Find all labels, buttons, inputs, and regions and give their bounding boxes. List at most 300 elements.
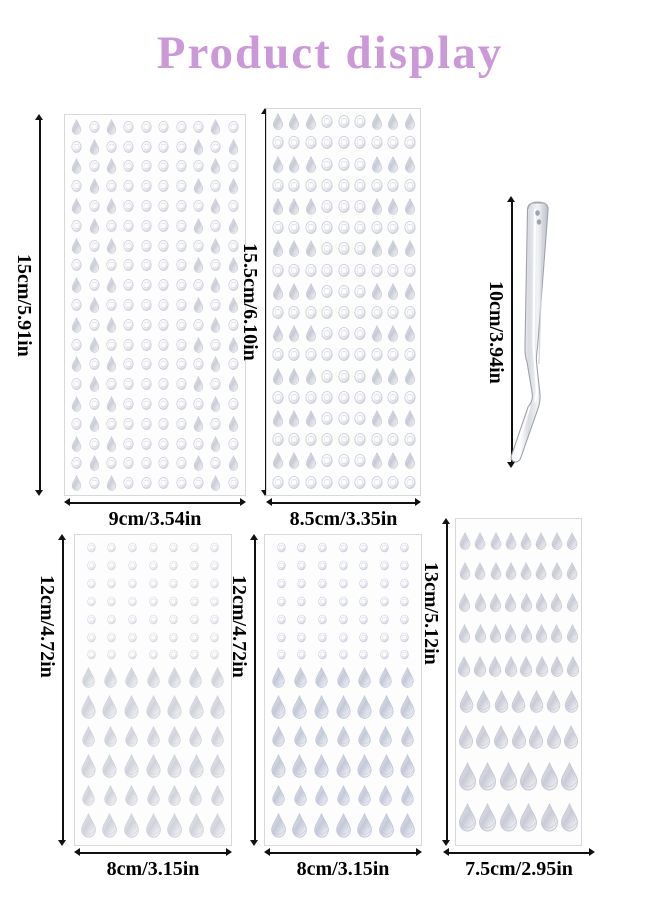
teardrop-gem-icon: [305, 198, 317, 215]
teardrop-gem-icon: [210, 198, 221, 214]
round-gem-icon: [338, 240, 350, 257]
round-gem-icon: [277, 578, 286, 589]
round-gem-icon: [149, 596, 158, 607]
round-gem-icon: [354, 113, 366, 130]
round-gem-icon: [87, 596, 96, 607]
teardrop-gem-icon: [71, 198, 82, 214]
round-gem-icon: [277, 560, 286, 571]
tweezers-tool[interactable]: [508, 196, 570, 468]
sheet-4-width-dimension: [264, 848, 422, 880]
round-gem-icon: [123, 317, 134, 333]
round-gem-icon: [339, 542, 348, 553]
gem-row: [456, 593, 581, 612]
teardrop-gem-icon: [305, 368, 317, 385]
arrow-left-icon: [74, 848, 80, 856]
sheet-3-width-label: 8cm/3.15in: [106, 858, 200, 880]
round-gem-icon: [190, 542, 199, 553]
round-gem-icon: [158, 139, 169, 155]
teardrop-gem-icon: [270, 813, 287, 838]
arrow-right-icon: [226, 848, 232, 856]
teardrop-gem-icon: [106, 396, 117, 412]
teardrop-gem-icon: [519, 803, 538, 832]
teardrop-gem-icon: [89, 376, 100, 392]
round-gem-icon: [228, 436, 239, 452]
teardrop-gem-icon: [124, 726, 139, 747]
arrow-right-icon: [415, 498, 421, 506]
teardrop-gem-icon: [387, 240, 399, 257]
round-gem-icon: [387, 177, 399, 194]
teardrop-gem-icon: [505, 532, 517, 550]
teardrop-gem-icon: [103, 785, 118, 806]
teardrop-gem-icon: [335, 695, 352, 719]
round-gem-icon: [128, 632, 137, 643]
teardrop-gem-icon: [458, 725, 474, 749]
teardrop-gem-icon: [193, 297, 204, 313]
teardrop-gem-icon: [528, 725, 544, 749]
teardrop-gem-icon: [210, 119, 221, 135]
round-gem-icon: [169, 614, 178, 625]
teardrop-gem-icon: [106, 317, 117, 333]
round-gem-icon: [193, 119, 204, 135]
teardrop-gem-icon: [566, 624, 579, 643]
round-gem-icon: [141, 376, 152, 392]
teardrop-gem-icon: [89, 178, 100, 194]
round-gem-icon: [404, 134, 416, 151]
teardrop-gem-icon: [210, 396, 221, 412]
arrow-down-icon: [58, 840, 66, 846]
teardrop-gem-icon: [474, 532, 486, 550]
teardrop-gem-icon: [520, 624, 533, 643]
teardrop-gem-icon: [272, 452, 284, 469]
gem-row: [65, 356, 245, 372]
teardrop-gem-icon: [123, 754, 140, 778]
round-gem-icon: [354, 219, 366, 236]
round-gem-icon: [106, 218, 117, 234]
sheet-2-width-label: 8.5cm/3.35in: [289, 508, 398, 530]
round-gem-icon: [371, 304, 383, 321]
round-gem-icon: [210, 632, 219, 643]
round-gem-icon: [321, 304, 333, 321]
teardrop-gem-icon: [458, 762, 477, 791]
teardrop-gem-icon: [371, 452, 383, 469]
round-gem-icon: [128, 614, 137, 625]
sheet-5-width-label: 7.5cm/2.95in: [465, 858, 573, 880]
round-gem-icon: [71, 257, 82, 273]
teardrop-gem-icon: [387, 410, 399, 427]
round-gem-icon: [297, 542, 306, 553]
round-gem-icon: [141, 119, 152, 135]
arrow-up-icon: [442, 518, 450, 524]
teardrop-gem-icon: [291, 695, 308, 719]
teardrop-gem-icon: [305, 240, 317, 257]
round-gem-icon: [359, 632, 368, 643]
round-gem-icon: [190, 614, 199, 625]
round-gem-icon: [123, 158, 134, 174]
round-gem-icon: [321, 325, 333, 342]
teardrop-gem-icon: [378, 695, 395, 719]
teardrop-gem-icon: [387, 283, 399, 300]
round-gem-icon: [354, 325, 366, 342]
gem-row: [65, 178, 245, 194]
teardrop-gem-icon: [166, 754, 183, 778]
round-gem-icon: [71, 455, 82, 471]
round-gem-icon: [210, 218, 221, 234]
teardrop-gem-icon: [89, 455, 100, 471]
round-gem-icon: [288, 474, 300, 491]
sheet-2-gem-grid: [267, 109, 420, 495]
round-gem-icon: [272, 431, 284, 448]
round-gem-icon: [71, 297, 82, 313]
sheet-3-width-dimension: [74, 848, 232, 880]
teardrop-gem-icon: [106, 436, 117, 452]
round-gem-icon: [128, 649, 137, 660]
sheet-4-height-dimension: [228, 534, 259, 846]
round-gem-icon: [89, 119, 100, 135]
teardrop-gem-icon: [489, 624, 502, 643]
teardrop-gem-icon: [145, 754, 162, 778]
sheet-2-height-label: 15.5cm/6.10in: [239, 243, 261, 361]
gem-row: [267, 283, 420, 300]
teardrop-gem-icon: [293, 667, 308, 688]
round-gem-icon: [277, 632, 286, 643]
teardrop-gem-icon: [458, 803, 477, 832]
sheet-1[interactable]: [64, 114, 246, 496]
round-gem-icon: [400, 578, 409, 589]
gem-row: [265, 695, 421, 719]
teardrop-gem-icon: [314, 785, 329, 806]
round-gem-icon: [123, 416, 134, 432]
gem-row: [65, 257, 245, 273]
round-gem-icon: [106, 139, 117, 155]
teardrop-gem-icon: [210, 475, 221, 491]
round-gem-icon: [128, 578, 137, 589]
round-gem-icon: [338, 283, 350, 300]
round-gem-icon: [339, 578, 348, 589]
teardrop-gem-icon: [387, 198, 399, 215]
teardrop-gem-icon: [404, 452, 416, 469]
teardrop-gem-icon: [505, 562, 517, 580]
teardrop-gem-icon: [101, 754, 118, 778]
teardrop-gem-icon: [80, 754, 97, 778]
teardrop-gem-icon: [490, 532, 502, 550]
round-gem-icon: [272, 262, 284, 279]
teardrop-gem-icon: [123, 695, 140, 719]
round-gem-icon: [107, 560, 116, 571]
teardrop-gem-icon: [106, 475, 117, 491]
teardrop-gem-icon: [124, 667, 139, 688]
round-gem-icon: [123, 356, 134, 372]
gem-row: [265, 649, 421, 660]
gem-row: [75, 667, 231, 688]
round-gem-icon: [210, 596, 219, 607]
teardrop-gem-icon: [71, 436, 82, 452]
round-gem-icon: [321, 177, 333, 194]
round-gem-icon: [318, 596, 327, 607]
gem-row: [265, 667, 421, 688]
round-gem-icon: [297, 578, 306, 589]
teardrop-gem-icon: [103, 667, 118, 688]
sheet-5[interactable]: [455, 518, 582, 846]
teardrop-gem-icon: [193, 337, 204, 353]
round-gem-icon: [158, 475, 169, 491]
teardrop-gem-icon: [146, 667, 161, 688]
gem-row: [267, 262, 420, 279]
round-gem-icon: [228, 119, 239, 135]
round-gem-icon: [123, 178, 134, 194]
round-gem-icon: [339, 596, 348, 607]
gem-row: [75, 596, 231, 607]
teardrop-gem-icon: [566, 562, 578, 580]
teardrop-gem-icon: [535, 656, 549, 677]
round-gem-icon: [158, 198, 169, 214]
teardrop-gem-icon: [71, 119, 82, 135]
gem-row: [75, 695, 231, 719]
round-gem-icon: [277, 614, 286, 625]
teardrop-gem-icon: [459, 690, 474, 713]
round-gem-icon: [169, 596, 178, 607]
round-gem-icon: [141, 238, 152, 254]
round-gem-icon: [169, 632, 178, 643]
round-gem-icon: [321, 410, 333, 427]
gem-row: [75, 542, 231, 553]
round-gem-icon: [288, 346, 300, 363]
round-gem-icon: [359, 649, 368, 660]
round-gem-icon: [107, 596, 116, 607]
round-gem-icon: [404, 389, 416, 406]
teardrop-gem-icon: [546, 725, 562, 749]
teardrop-gem-icon: [378, 785, 393, 806]
round-gem-icon: [338, 134, 350, 151]
round-gem-icon: [338, 452, 350, 469]
round-gem-icon: [228, 277, 239, 293]
round-gem-icon: [318, 614, 327, 625]
round-gem-icon: [354, 452, 366, 469]
grip-hole-icon: [535, 210, 540, 216]
teardrop-gem-icon: [404, 156, 416, 173]
round-gem-icon: [371, 262, 383, 279]
round-gem-icon: [354, 134, 366, 151]
teardrop-gem-icon: [272, 156, 284, 173]
round-gem-icon: [176, 475, 187, 491]
gem-row: [65, 436, 245, 452]
round-gem-icon: [89, 277, 100, 293]
arrow-down-icon: [250, 840, 258, 846]
round-gem-icon: [193, 198, 204, 214]
teardrop-gem-icon: [106, 277, 117, 293]
gem-row: [65, 218, 245, 234]
round-gem-icon: [106, 257, 117, 273]
teardrop-gem-icon: [193, 416, 204, 432]
round-gem-icon: [338, 304, 350, 321]
round-gem-icon: [277, 649, 286, 660]
gem-row: [75, 614, 231, 625]
round-gem-icon: [354, 156, 366, 173]
round-gem-icon: [321, 262, 333, 279]
teardrop-gem-icon: [80, 813, 97, 838]
gem-row: [267, 198, 420, 215]
sheet-4-width-axis: [264, 848, 422, 857]
round-gem-icon: [380, 632, 389, 643]
round-gem-icon: [338, 346, 350, 363]
sheet-4[interactable]: [264, 534, 422, 846]
round-gem-icon: [106, 297, 117, 313]
round-gem-icon: [321, 346, 333, 363]
teardrop-gem-icon: [71, 356, 82, 372]
round-gem-icon: [71, 337, 82, 353]
round-gem-icon: [277, 542, 286, 553]
teardrop-gem-icon: [400, 667, 415, 688]
round-gem-icon: [176, 416, 187, 432]
teardrop-gem-icon: [188, 785, 203, 806]
round-gem-icon: [193, 436, 204, 452]
teardrop-gem-icon: [504, 656, 518, 677]
gem-row: [65, 198, 245, 214]
round-gem-icon: [210, 178, 221, 194]
gem-row: [65, 139, 245, 155]
teardrop-gem-icon: [476, 690, 491, 713]
teardrop-gem-icon: [314, 667, 329, 688]
round-gem-icon: [297, 614, 306, 625]
teardrop-gem-icon: [404, 410, 416, 427]
round-gem-icon: [149, 614, 158, 625]
teardrop-gem-icon: [404, 283, 416, 300]
round-gem-icon: [371, 346, 383, 363]
round-gem-icon: [338, 368, 350, 385]
round-gem-icon: [371, 431, 383, 448]
teardrop-gem-icon: [291, 754, 308, 778]
round-gem-icon: [387, 431, 399, 448]
round-gem-icon: [123, 396, 134, 412]
round-gem-icon: [387, 346, 399, 363]
round-gem-icon: [387, 389, 399, 406]
teardrop-gem-icon: [305, 113, 317, 130]
round-gem-icon: [176, 257, 187, 273]
arrow-left-icon: [64, 498, 70, 506]
round-gem-icon: [354, 198, 366, 215]
round-gem-icon: [176, 356, 187, 372]
teardrop-gem-icon: [560, 762, 579, 791]
teardrop-gem-icon: [166, 813, 183, 838]
round-gem-icon: [89, 396, 100, 412]
teardrop-gem-icon: [371, 113, 383, 130]
teardrop-gem-icon: [314, 726, 329, 747]
teardrop-gem-icon: [474, 624, 487, 643]
teardrop-gem-icon: [387, 325, 399, 342]
round-gem-icon: [380, 560, 389, 571]
teardrop-gem-icon: [193, 218, 204, 234]
gem-row: [456, 725, 581, 749]
teardrop-gem-icon: [210, 356, 221, 372]
teardrop-gem-icon: [293, 726, 308, 747]
round-gem-icon: [338, 177, 350, 194]
teardrop-gem-icon: [356, 813, 373, 838]
teardrop-gem-icon: [106, 119, 117, 135]
gem-row: [456, 803, 581, 832]
round-gem-icon: [71, 178, 82, 194]
teardrop-gem-icon: [305, 156, 317, 173]
round-gem-icon: [354, 304, 366, 321]
sheet-4-width-label: 8cm/3.15in: [296, 858, 390, 880]
round-gem-icon: [354, 368, 366, 385]
round-gem-icon: [339, 614, 348, 625]
teardrop-gem-icon: [167, 726, 182, 747]
round-gem-icon: [89, 436, 100, 452]
round-gem-icon: [297, 560, 306, 571]
round-gem-icon: [158, 158, 169, 174]
teardrop-gem-icon: [228, 139, 239, 155]
round-gem-icon: [107, 649, 116, 660]
round-gem-icon: [338, 431, 350, 448]
round-gem-icon: [71, 376, 82, 392]
round-gem-icon: [210, 614, 219, 625]
teardrop-gem-icon: [228, 337, 239, 353]
teardrop-gem-icon: [475, 725, 491, 749]
teardrop-gem-icon: [560, 803, 579, 832]
teardrop-gem-icon: [399, 813, 416, 838]
teardrop-gem-icon: [511, 725, 527, 749]
round-gem-icon: [128, 560, 137, 571]
round-gem-icon: [321, 134, 333, 151]
round-gem-icon: [158, 396, 169, 412]
round-gem-icon: [400, 649, 409, 660]
round-gem-icon: [158, 416, 169, 432]
teardrop-gem-icon: [356, 754, 373, 778]
teardrop-gem-icon: [71, 238, 82, 254]
teardrop-gem-icon: [288, 198, 300, 215]
round-gem-icon: [141, 436, 152, 452]
round-gem-icon: [190, 649, 199, 660]
round-gem-icon: [176, 317, 187, 333]
gem-row: [75, 754, 231, 778]
teardrop-gem-icon: [520, 532, 532, 550]
round-gem-icon: [193, 475, 204, 491]
gem-row: [65, 455, 245, 471]
teardrop-gem-icon: [209, 695, 226, 719]
teardrop-gem-icon: [478, 762, 497, 791]
round-gem-icon: [272, 474, 284, 491]
round-gem-icon: [176, 158, 187, 174]
teardrop-gem-icon: [228, 455, 239, 471]
teardrop-gem-icon: [81, 785, 96, 806]
teardrop-gem-icon: [271, 667, 286, 688]
round-gem-icon: [87, 560, 96, 571]
round-gem-icon: [288, 219, 300, 236]
teardrop-gem-icon: [272, 198, 284, 215]
round-gem-icon: [228, 198, 239, 214]
gem-row: [267, 474, 420, 491]
teardrop-gem-icon: [288, 113, 300, 130]
round-gem-icon: [141, 178, 152, 194]
round-gem-icon: [123, 119, 134, 135]
teardrop-gem-icon: [371, 325, 383, 342]
round-gem-icon: [318, 632, 327, 643]
round-gem-icon: [338, 198, 350, 215]
round-gem-icon: [371, 389, 383, 406]
round-gem-icon: [141, 218, 152, 234]
gem-row: [65, 317, 245, 333]
round-gem-icon: [359, 578, 368, 589]
gem-row: [456, 562, 581, 580]
round-gem-icon: [380, 578, 389, 589]
round-gem-icon: [305, 177, 317, 194]
teardrop-gem-icon: [335, 754, 352, 778]
round-gem-icon: [107, 578, 116, 589]
gem-row: [267, 431, 420, 448]
round-gem-icon: [176, 198, 187, 214]
sheet-3-height-axis: [58, 534, 67, 846]
sheet-3[interactable]: [74, 534, 232, 846]
sheet-2[interactable]: [266, 108, 421, 496]
